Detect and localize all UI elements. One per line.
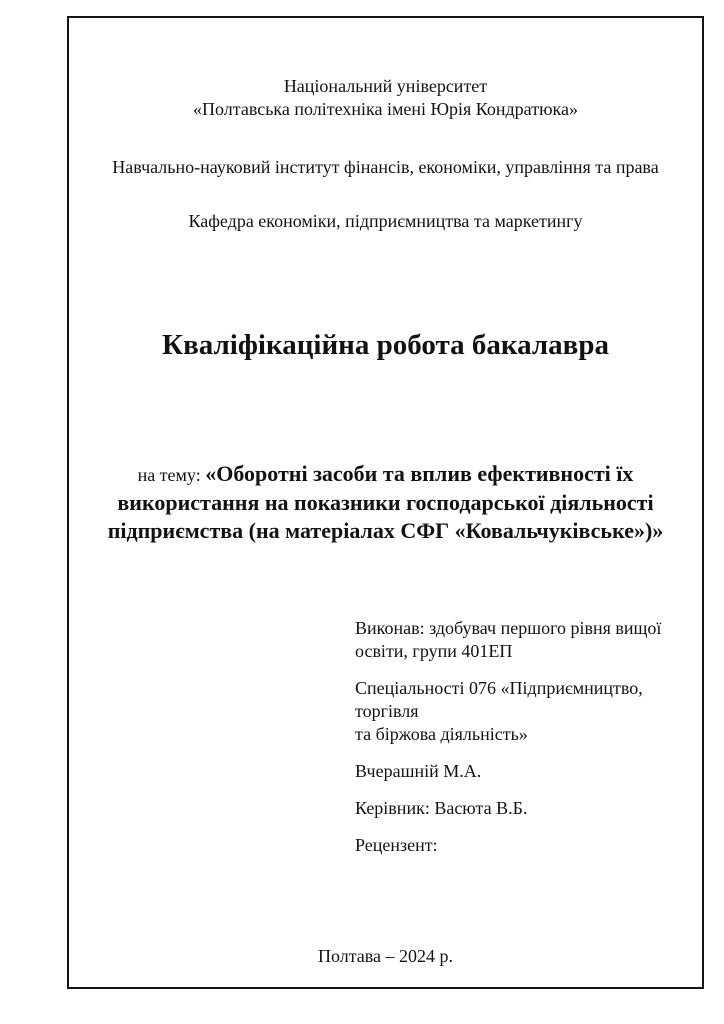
executor-line-1: Виконав: здобувач першого рівня вищої — [355, 618, 662, 638]
topic-line-1 — [69, 460, 702, 489]
thesis-topic — [69, 460, 702, 545]
supervisor-info: Керівник: Васюта В.Б. — [355, 798, 528, 818]
page-border — [67, 16, 704, 989]
university-name-line-2: «Полтавська політехніка імені Юрія Кондратюка» — [193, 99, 578, 119]
institute-name: Навчально-науковий інститут фінансів, економіки, управління та права — [112, 157, 659, 177]
specialty-line-2: та біржова діяльність» — [355, 724, 528, 744]
topic-title-part-3: підприємства (на матеріалах СФГ «Ковальчуківське»)» — [107, 518, 664, 543]
university-name — [69, 75, 702, 121]
department-name: Кафедра економіки, підприємництва та маркетингу — [188, 211, 583, 231]
specialty-line-1: Спеціальності 076 «Підприємництво, торгівля — [355, 678, 643, 721]
executor-info — [355, 617, 701, 663]
student-name: Вчерашній М.А. — [355, 761, 482, 781]
reviewer-info: Рецензент: — [355, 835, 438, 855]
place-and-year: Полтава – 2024 р. — [317, 946, 454, 966]
topic-title-part-2: використання на показники господарської діяльності — [117, 490, 654, 515]
specialty-info — [355, 677, 701, 746]
topic-prefix-label: на тему: — [137, 465, 206, 485]
work-type-title: Кваліфікаційна робота бакалавра — [162, 329, 609, 361]
topic-title-part-1: «Оборотні засоби та вплив ефективності їх — [205, 461, 634, 486]
executor-line-2: освіти, групи 401ЕП — [355, 641, 513, 661]
credentials-block — [355, 617, 701, 871]
university-name-line-1: Національний університет — [283, 76, 488, 96]
